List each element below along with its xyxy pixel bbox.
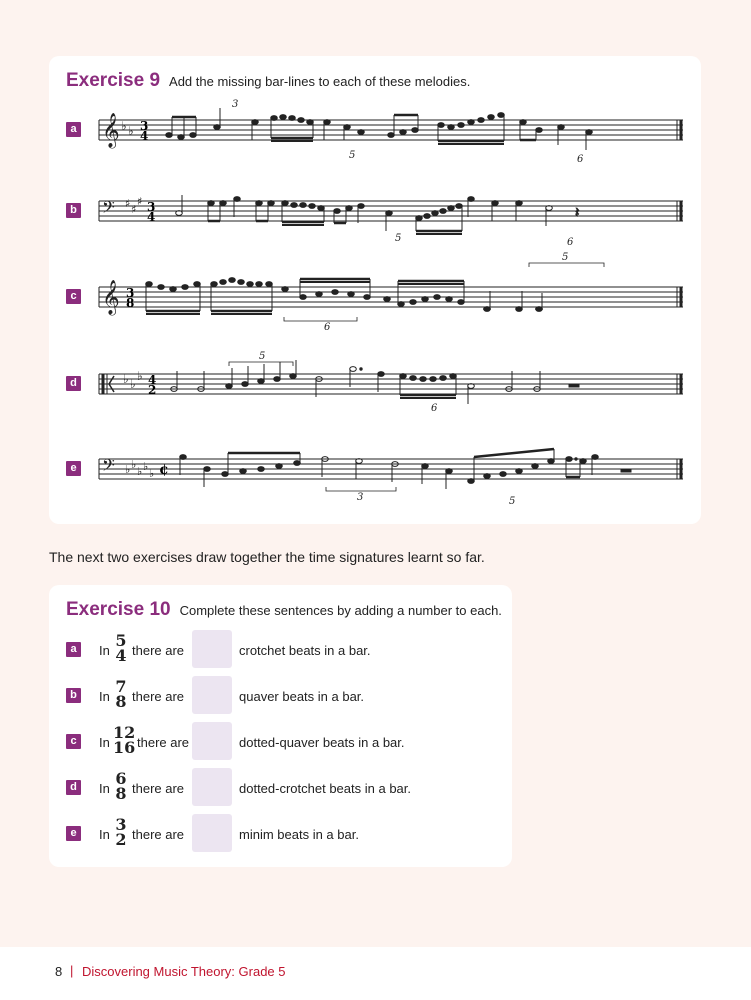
exercise-9-instruction: Add the missing bar-lines to each of these melodies. [169,74,471,89]
time-signature: 7 8 [115,677,127,711]
question-middle: there are [132,827,185,842]
row-label-a: a [66,122,81,137]
time-sig-top: 4 [148,373,157,387]
exercise-10-card [49,585,512,867]
page-number: 8 [55,964,63,979]
question-row-b [49,676,512,716]
time-sig-top: 3 [147,200,156,214]
time-signature: 6 8 [115,769,127,803]
answer-box-a[interactable] [192,630,232,668]
svg-text:♭: ♭ [125,463,131,476]
time-signature: 5 4 [115,631,127,665]
svg-text:♭: ♭ [131,458,137,471]
treble-clef-icon: 𝄞 [102,280,120,315]
time-sig-top: 3 [126,286,135,300]
question-label: e [66,826,81,841]
time-sig-bottom: 4 [147,210,156,224]
question-end: crotchet beats in a bar. [239,643,371,658]
tuplet-6: 6 [431,403,438,414]
exercise-9-card [49,56,701,524]
question-label: b [66,688,81,703]
question-row-c [49,722,512,762]
row-label-b: b [66,203,81,218]
bass-clef-icon: 𝄢 [102,197,115,221]
tuplet-5: 5 [395,233,402,244]
question-row-d [49,768,512,808]
question-middle: there are [132,643,185,658]
exercise-10-number: Exercise 10 [66,599,171,620]
tuplet-5: 5 [509,496,516,507]
treble-clef-icon: 𝄞 [102,113,120,148]
question-label: d [66,780,81,795]
time-sig-bottom: 4 [140,129,149,143]
question-label: c [66,734,81,749]
row-label-c: c [66,289,81,304]
question-row-e [49,814,512,854]
svg-text:♭: ♭ [137,465,143,478]
footer-separator: | [70,963,74,978]
svg-text:♯: ♯ [131,203,137,216]
question-middle: there are [137,735,190,750]
melody-c [99,252,683,333]
rest-icon [621,469,631,472]
question-label: a [66,642,81,657]
row-label-e: e [66,461,81,476]
svg-text:♭: ♭ [123,372,129,386]
time-sig-cut-common: ¢ [159,462,169,478]
tuplet-6: 6 [567,237,574,248]
rest-icon [569,384,579,387]
tuplet-6: 6 [577,154,584,165]
tuplet-3: 3 [232,99,239,110]
question-end: dotted-crotchet beats in a bar. [239,781,411,796]
exercise-10-heading [66,599,502,621]
question-middle: there are [132,781,185,796]
question-in: In [99,643,110,658]
svg-text:♭: ♭ [130,377,136,391]
question-in: In [99,735,110,750]
melody-e [99,449,683,507]
question-in: In [99,689,110,704]
melody-a [99,99,683,165]
rest-icon: 𝄽 [575,205,580,221]
row-label-d: d [66,376,81,391]
svg-text:♭: ♭ [128,124,134,138]
svg-text:♭: ♭ [149,467,155,480]
exercise-10-instruction: Complete these sentences by adding a number to each. [179,603,502,618]
svg-text:♭: ♭ [137,369,143,383]
tuplet-5: 5 [259,351,266,362]
tuplet-5: 5 [562,252,569,263]
time-signature: 12 16 [113,723,136,757]
question-middle: there are [132,689,185,704]
svg-text:♯: ♯ [125,197,131,210]
time-signature: 3 2 [115,815,127,849]
question-end: minim beats in a bar. [239,827,359,842]
tuplet-6: 6 [324,322,331,333]
time-sig-top: 3 [140,119,149,133]
music-staves [49,56,701,524]
answer-box-c[interactable] [192,722,232,760]
exercise-9-number: Exercise 9 [66,70,161,91]
tuplet-5: 5 [349,150,356,161]
bass-clef-icon: 𝄢 [102,455,115,479]
tuplet-3: 3 [357,492,364,503]
book-title: Discovering Music Theory: Grade 5 [82,964,286,979]
question-end: quaver beats in a bar. [239,689,365,704]
bridge-text: The next two exercises draw together the time signatures learnt so far. [49,549,485,565]
svg-text:♯: ♯ [137,195,143,208]
question-row-a [49,630,512,670]
svg-text:♭: ♭ [121,119,127,133]
answer-box-d[interactable] [192,768,232,806]
svg-text:♭: ♭ [143,460,149,473]
question-end: dotted-quaver beats in a bar. [239,735,405,750]
time-sig-bottom: 2 [148,383,157,397]
melody-d [99,351,683,414]
time-sig-bottom: 8 [126,296,135,310]
question-in: In [99,781,110,796]
melody-b [99,195,683,248]
answer-box-b[interactable] [192,676,232,714]
question-in: In [99,827,110,842]
answer-box-e[interactable] [192,814,232,852]
page-footer [0,947,751,1000]
